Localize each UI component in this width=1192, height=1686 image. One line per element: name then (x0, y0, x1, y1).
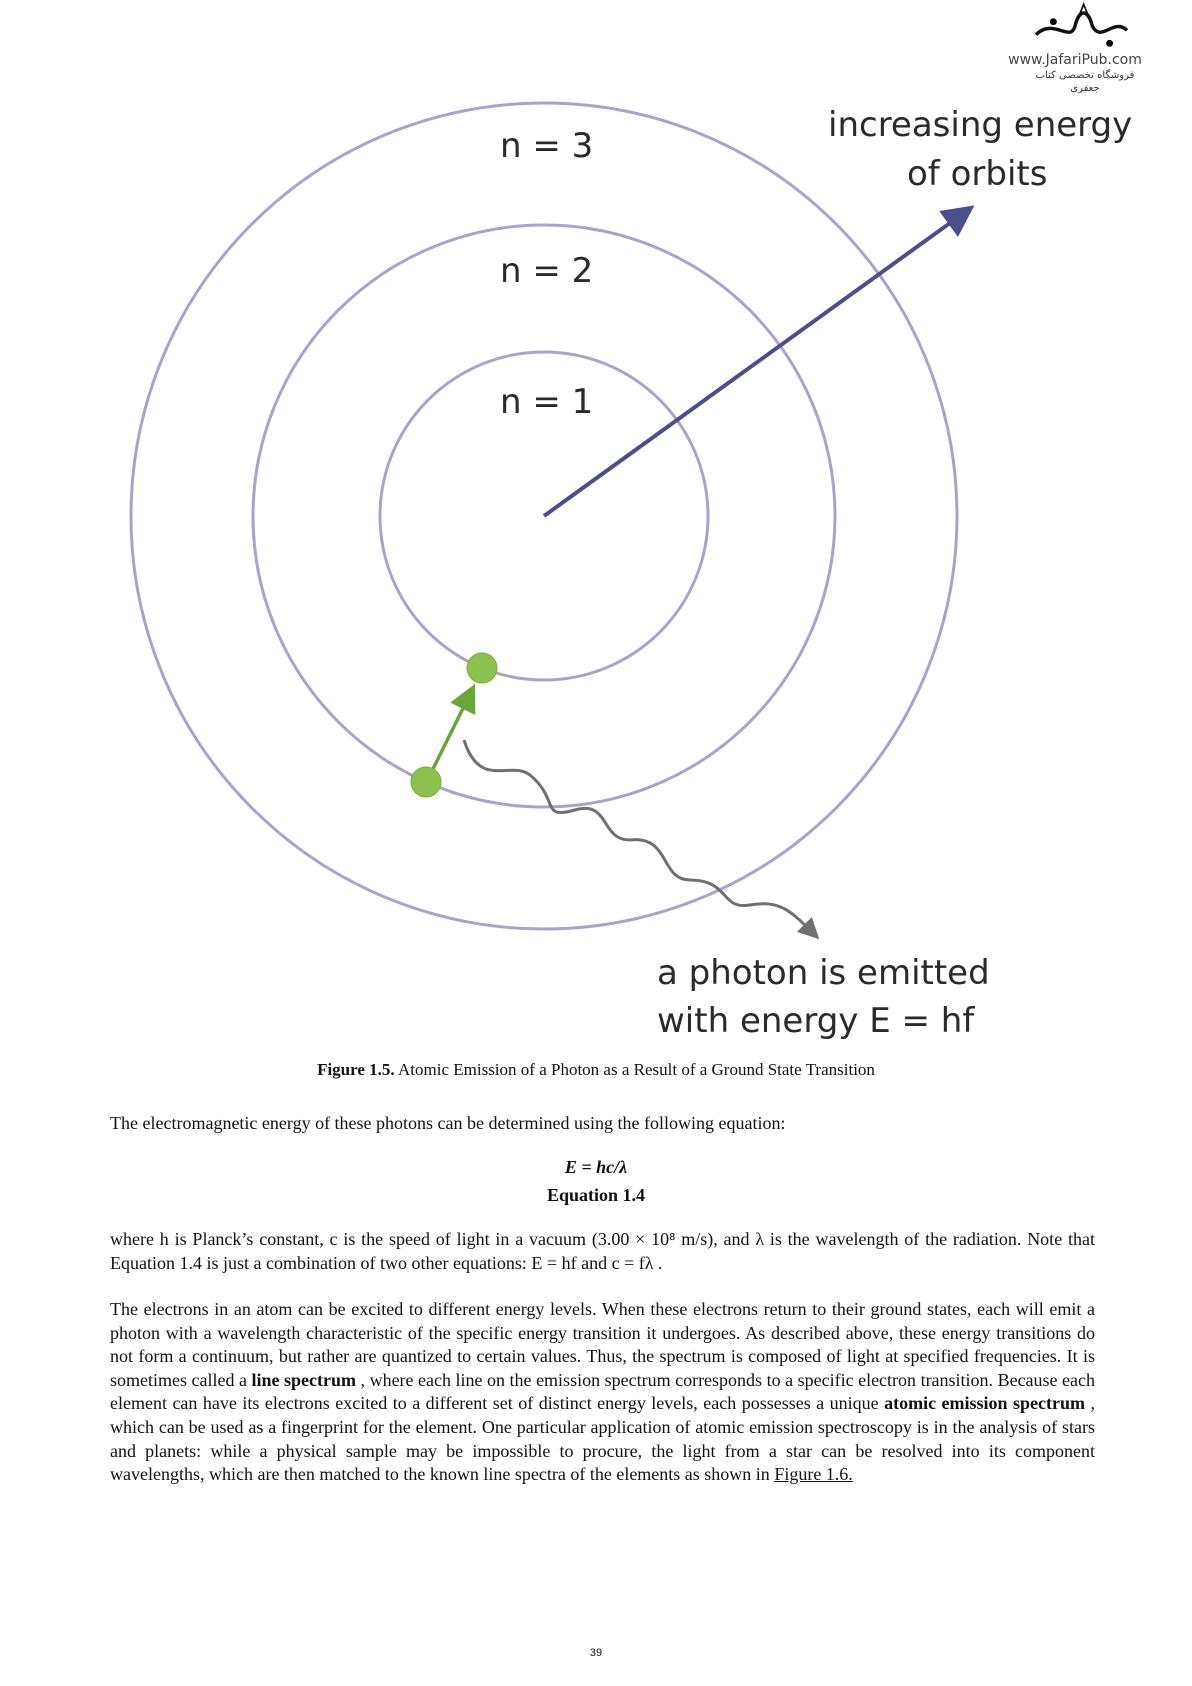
energy-arrow (544, 210, 968, 516)
paragraph-2 (110, 1298, 1095, 1487)
orbit-label-n2: n = 2 (500, 251, 594, 291)
photon-wave (464, 740, 815, 935)
para2-text-b: , where each line on the emission spectrum corresponds to a specific electron transition. Because each element can have its electrons excited to a different set of distinct energy levels, each possesses a unique (110, 1369, 1096, 1414)
equation: E = hc/λ (564, 1157, 628, 1177)
publisher-logo (1000, 0, 1150, 95)
term-line-spectrum: line spectrum (251, 1369, 357, 1390)
arrow-label-line2: of orbits (907, 154, 1048, 194)
electron-transition-arrow (430, 690, 472, 775)
para2-text-a: The electrons in an atom can be excited to different energy levels. When these electrons return to their ground states, each will emit a photon with a wavelength characteristic of the specific energy transition it undergoes. As described above, these energy transitions do not form a continuum, but rather are quantized to certain values. Thus, the spectrum is composed of light at specified frequencies. It is sometimes called a (110, 1299, 1095, 1390)
arrow-label-line1: increasing energy (828, 105, 1133, 145)
equation-label: Equation 1.4 (546, 1185, 646, 1205)
figure-caption (0, 1060, 1192, 1080)
term-atomic-emission-spectrum: atomic emission spectrum (884, 1393, 1086, 1414)
page-number: 39 (589, 1647, 603, 1659)
orbit-label-n3: n = 3 (500, 126, 594, 166)
orbit-label-n1: n = 1 (500, 382, 594, 422)
photon-label-line2: with energy E = hf (657, 1001, 975, 1041)
electron-initial (411, 767, 441, 797)
intro-paragraph: The electromagnetic energy of these photons can be determined using the following equation: (110, 1113, 786, 1133)
para2-text-c: , which can be used as a fingerprint for the element. One particular application of atomic emission spectroscopy is in the analysis of stars and planets: while a physical sample may be impossible to procure, the light from a star can be resolved into its component wavelengths, which are then matched to the known line spectra of the elements as shown in (110, 1393, 1096, 1485)
paragraph-1: where h is Planck’s constant, c is the speed of light in a vacuum (3.00 × 10⁸ m/s), and λ is the wavelength of the radiation. Note that Equation 1.4 is just a combination of two other equations: E = hf and c = fλ . (110, 1229, 1095, 1273)
photon-label-line1: a photon is emitted (657, 953, 990, 993)
caption-text: Atomic Emission of a Photon as a Result of a Ground State Transition (394, 1060, 875, 1079)
logo-calligraphy-icon (1010, 0, 1140, 52)
figure-1-6-link[interactable]: Figure 1.6. (774, 1464, 853, 1485)
caption-label: Figure 1.5. (317, 1060, 395, 1079)
logo-url: www.JafariPub.com (1008, 52, 1142, 68)
electron-final (467, 653, 497, 683)
logo-subtitle: فروشگاه تخصصی کتاب جعفری (1035, 70, 1135, 94)
